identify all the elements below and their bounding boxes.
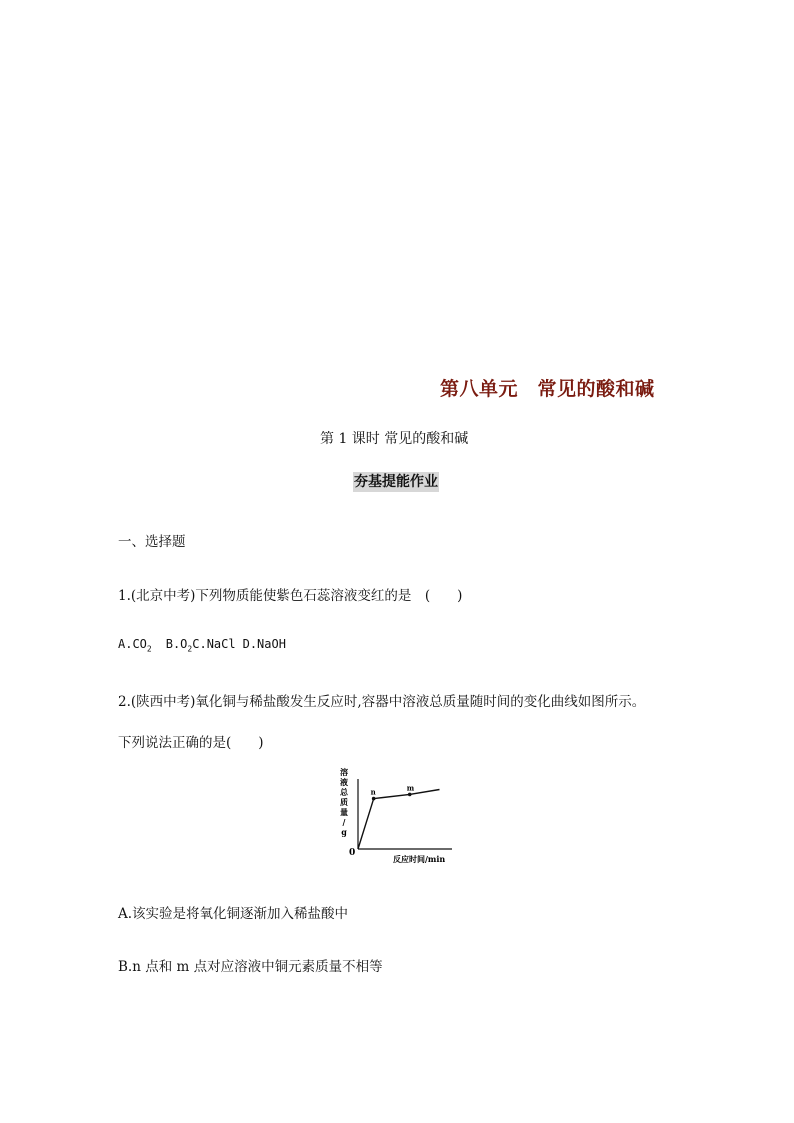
origin-label: 0 xyxy=(349,848,356,858)
point-label-m: m xyxy=(406,783,415,793)
data-point-n xyxy=(372,797,376,801)
option-b: B.O xyxy=(165,637,188,651)
y-axis-label-char: 量 xyxy=(340,807,348,817)
question-2-option-b: B.n 点和 m 点对应溶液中铜元素质量不相等 xyxy=(118,959,383,975)
option-a: $A.CO_2$ xyxy=(118,637,152,654)
lesson-title: 第 1 课时 常见的酸和碱 xyxy=(320,431,469,447)
point-label-n: n xyxy=(370,787,376,797)
y-axis-label-char: 液 xyxy=(340,777,348,787)
section-banner: 夯基提能作业 xyxy=(354,474,438,490)
data-point-m xyxy=(408,793,412,797)
option-c: C.NaCl xyxy=(192,637,236,651)
question-2-stem-line1: 2.(陕西中考)氧化铜与稀盐酸发生反应时,容器中溶液总质量随时间的变化曲线如图所示。 xyxy=(118,694,646,710)
y-axis-label-char: 溶 xyxy=(340,767,348,777)
y-axis-label xyxy=(340,767,349,837)
question-2-option-a: A.该实验是将氧化铜逐渐加入稀盐酸中 xyxy=(118,906,349,922)
question-2-stem-line2: 下列说法正确的是( ) xyxy=(118,735,264,751)
section-heading: 一、选择题 xyxy=(118,534,186,550)
y-axis-label-char: / xyxy=(342,817,346,827)
question-1-stem: 1.(北京中考)下列物质能使紫色石蕊溶液变红的是 ( ) xyxy=(118,588,463,604)
y-axis-label-char: g xyxy=(341,827,347,837)
unit-title: 第八单元 常见的酸和碱 xyxy=(440,378,655,400)
y-axis-label-char: 总 xyxy=(340,787,348,797)
mass-time-chart xyxy=(330,765,460,870)
option-d: D.NaOH xyxy=(242,637,286,651)
data-line xyxy=(358,787,440,850)
y-axis-label-char: 质 xyxy=(340,797,348,807)
x-axis-label: 反应时间/min xyxy=(393,854,446,864)
question-1-options: $A.CO_2$ $B.O_2C.NaCl$ D.NaOH xyxy=(118,637,286,654)
